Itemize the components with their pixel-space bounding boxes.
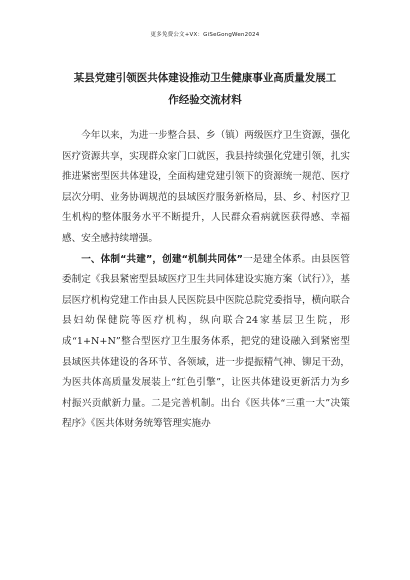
- title-line-1: 某县党建引领医共体建设推动卫生健康事业高质量发展工: [73, 72, 337, 84]
- paragraph-intro-text: 今年以来，为进一步整合县、乡（镇）两级医疗卫生资源，强化医疗资源共享，实现群众家门口就医，我县持续强化党建引领，扎实推进紧密型医共体建设，全面构建党建引领下的资源统一规范、医疗层次分明、业务协调规范的县域医疗服务新格局，县、乡、村医疗卫生机构的整体服务水平不断提升，人民群众看病就医获得感、幸福感、安全感持续增强。: [62, 130, 350, 244]
- paragraph-intro: [62, 126, 350, 250]
- paragraph-section-1: [62, 250, 350, 435]
- section-1-text: 一是建全体系。由县医管委制定《我县紧密型县域医疗卫生共同体建设实施方案（试行）》，基层医疗机构党建工作由县人民医院县中医院总院党委指导，横向联合县妇幼保健院等医疗机构，纵向联合24家基层卫生院，形成“1+N+N”整合型医疗卫生服务体系，把党的建设融入到紧密型县域医共体建设的各环节、各领域，进一步提振精气神、铆足干劲，为医共体高质量发展装上“红色引擎”，让医共体建设更新活力为乡村振兴贡献新力量。二是完善机制。出台《医共体“三重一大”决策程序》《医共体财务统筹管理实施办: [62, 253, 350, 430]
- document-title: [55, 67, 355, 111]
- title-line-2: 作经验交流材料: [168, 94, 242, 106]
- section-1-heading: 一、体制“共建”，创建“机制共同体”: [81, 253, 243, 265]
- document-body: [62, 126, 350, 435]
- header-note: 更多免费公文+VX：GiSeGongWen2024: [150, 32, 260, 38]
